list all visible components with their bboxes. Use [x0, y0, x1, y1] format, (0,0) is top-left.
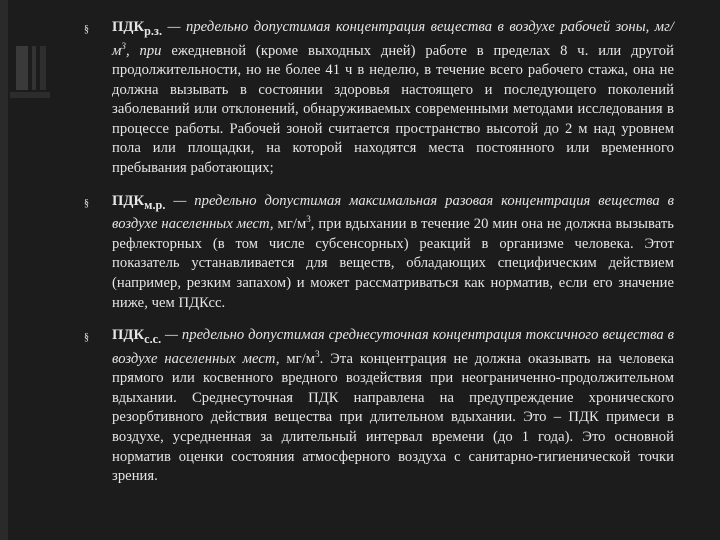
def-sup: 3 — [121, 40, 126, 51]
bullet-icon: § — [84, 332, 89, 344]
bullet-list — [84, 18, 674, 500]
decor-bar-3 — [32, 46, 36, 90]
term: ПДК — [112, 327, 145, 344]
bullet-icon: § — [84, 197, 89, 209]
decor-bar-4 — [40, 46, 46, 90]
definition: — предельно допустимая концентрация вещества в воздухе рабочей зоны, мг/м — [112, 19, 674, 59]
term: ПДК — [112, 192, 145, 209]
item-text — [112, 18, 674, 179]
term-sub: р.з. — [144, 23, 163, 38]
def-tail: , при — [125, 42, 162, 59]
decor-bar-1 — [0, 0, 8, 540]
unit-sup: 3 — [306, 214, 311, 225]
unit-sup: 3 — [315, 348, 320, 359]
bullet-icon: § — [84, 24, 89, 35]
term-sub: м.р. — [144, 197, 166, 212]
item-text — [112, 192, 674, 313]
item-text — [112, 326, 674, 487]
definition: — предельно допустимая среднесуточная концентрация токсичного вещества в воздухе населенных мест, — [112, 327, 674, 367]
description: , при вдыхании в течение 20 мин она не должна вызывать рефлекторных (в том числе субсенсорных) реакций в организме человека. Этот показатель устанавливается для веществ, обладающих специфическим действием (например, резким запахом) и может рассматриваться как норматив, если его значение ниже, чем ПДКсс. — [112, 216, 674, 311]
description: . Эта концентрация не должна оказывать на человека прямого или косвенного вредного воздействия при неограниченно-продолжительном вдыхании. Среднесуточная ПДК направлена на предупреждение хронического резорбтивного действия вещества при длительном вдыхании. Это – ПДК примеси в воздухе, усредненная за длительный интервал времени (до 1 года). Это основной норматив оценки состояния атмосферного воздуха с санитарно-гигиенической точки зрения. — [112, 350, 674, 485]
term: ПДК — [112, 19, 145, 35]
description: ежедневной (кроме выходных дней) работе в пределах 8 ч. или другой продолжительности, но не более 41 ч в неделю, в течение всего рабочего стажа, она не должна вызывать в состоянии здоровья настоящего и последующего поколений заболеваний или отклонений, обнаруживаемых современными методами исследования в процессе работы. Рабочей зоной считается пространство высотой до 2 м над уровнем пола или площадки, на которой находятся места постоянного или временного пребывания работающих; — [112, 42, 675, 177]
decor-bar-5 — [10, 92, 50, 98]
definition: — предельно допустимая максимальная разовая концентрация вещества в воздухе населенных мест, — [112, 192, 674, 233]
decor-bar-2 — [16, 46, 28, 90]
unit: мг/м — [273, 216, 307, 233]
list-item-pdk-mr — [84, 192, 674, 313]
term-sub: с.с. — [144, 332, 162, 347]
list-item-pdk-rz — [84, 18, 674, 179]
list-item-pdk-ss — [84, 326, 674, 487]
unit: мг/м — [279, 350, 316, 367]
